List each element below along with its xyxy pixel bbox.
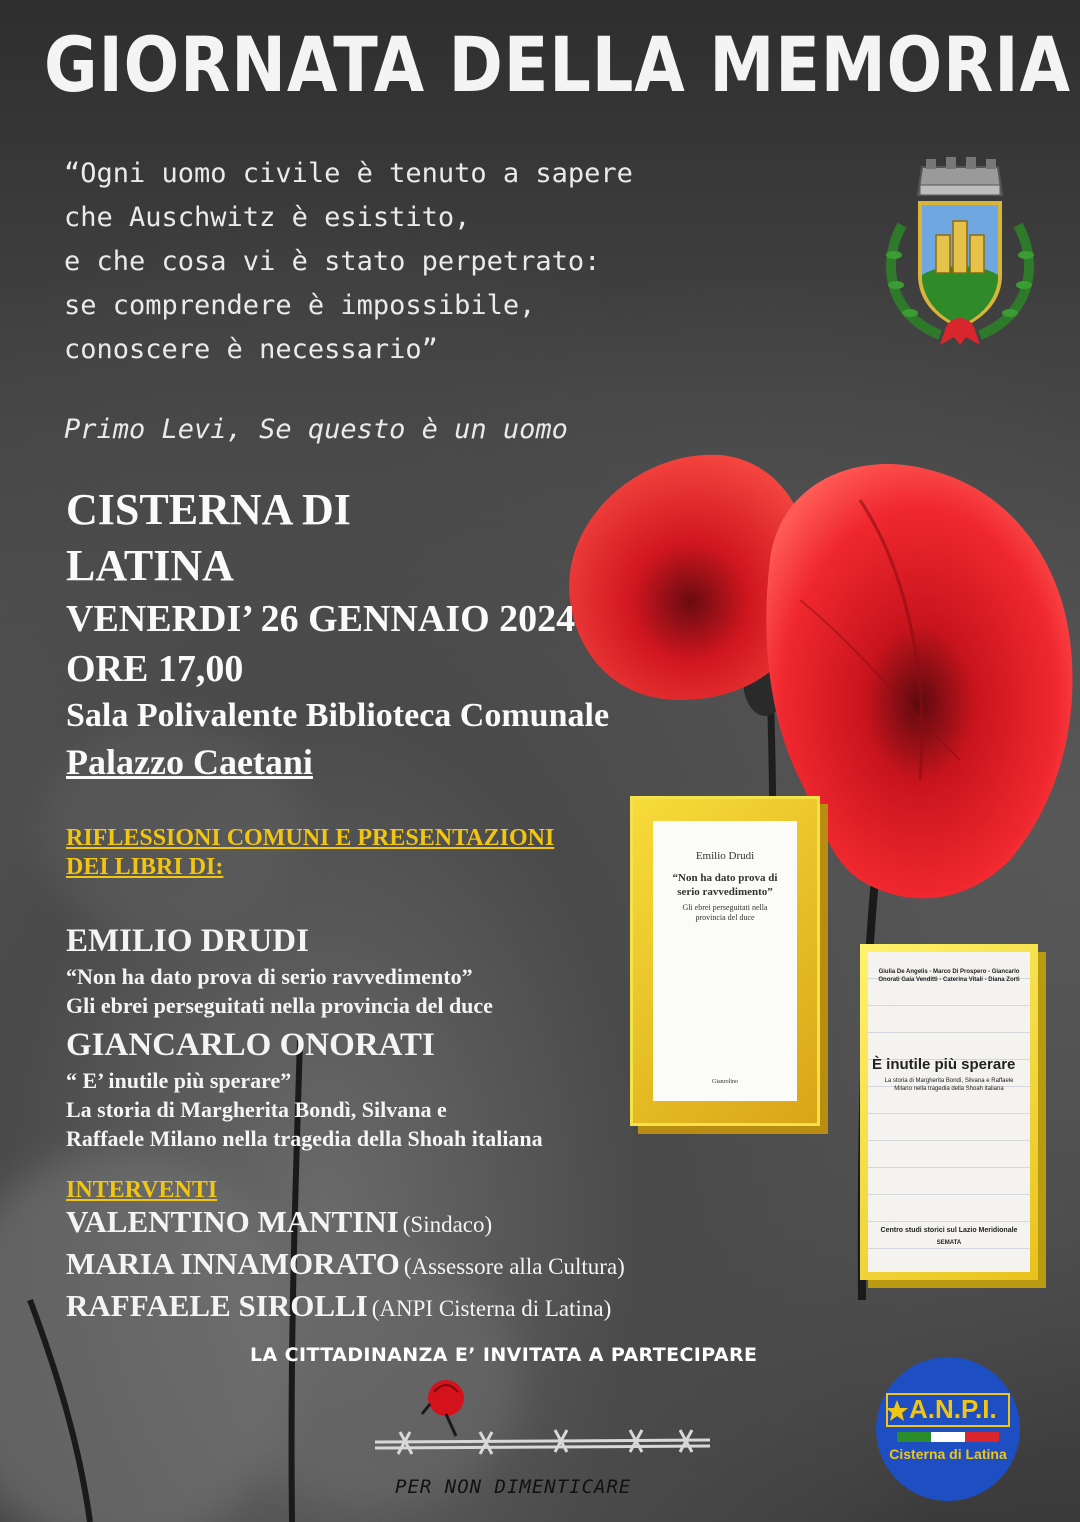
book-cover-subtitle: La storia di Margherita Bondì, Silvana e Raffaele Milano nella tragedia della Shoah italiana — [884, 1078, 1014, 1092]
book-cover-subtitle: Gli ebrei perseguitati nella provincia del duce — [682, 903, 768, 922]
books-heading-line1: RIFLESSIONI COMUNI E PRESENTAZIONI — [66, 825, 555, 851]
event-building: Palazzo Caetani — [66, 742, 313, 782]
speaker-role: (Assessore alla Cultura) — [403, 1254, 625, 1279]
speakers-list — [66, 1204, 625, 1330]
book-cover-page — [868, 952, 1030, 1272]
authors-list — [66, 920, 543, 1153]
anpi-logo-subtext: Cisterna di Latina — [889, 1446, 1007, 1462]
city-crest-icon — [880, 155, 1040, 350]
book-cover-publisher: SEMATA — [936, 1240, 962, 1246]
book-subtitle-line: Gli ebrei perseguitati nella provincia del duce — [66, 993, 493, 1018]
rose-icon — [422, 1380, 464, 1436]
author-name: GIANCARLO ONORATI — [66, 1027, 435, 1063]
quote-line: se comprendere è impossibile, — [64, 290, 536, 321]
quote-line: conoscere è necessario” — [64, 334, 438, 365]
speaker-row — [66, 1204, 625, 1246]
book-title-line: “Non ha dato prova di serio ravvedimento” — [66, 964, 473, 989]
book-cover-drudi — [630, 796, 820, 1126]
speaker-name: MARIA INNAMORATO — [66, 1246, 400, 1281]
books-heading-line2: DEI LIBRI DI: — [66, 854, 224, 880]
quote-author: Primo Levi, Se questo è un uomo — [64, 414, 568, 445]
speaker-row — [66, 1246, 625, 1288]
book-cover-authors: Giulia De Angelis - Marco Di Prospero - Giancarlo Onorati Gaia Vendittì - Caterina Vitali - Diana Zortì — [878, 969, 1020, 983]
book-cover-onorati — [860, 944, 1038, 1280]
anpi-badge-icon — [873, 1354, 1023, 1504]
anpi-logo-text: A.N.P.I. — [909, 1394, 997, 1424]
speaker-name: RAFFAELE SIROLLI — [66, 1288, 368, 1323]
book-cover-footer: Centro studi storici sul Lazio Meridionale — [880, 1227, 1018, 1234]
interventions-heading: INTERVENTI — [66, 1177, 218, 1203]
event-time: ORE 17,00 — [66, 648, 244, 690]
book-subtitle-line: La storia di Margherita Bondì, Silvana e — [66, 1097, 447, 1122]
event-city-line2: LATINA — [66, 541, 234, 590]
author-name: EMILIO DRUDI — [66, 923, 309, 959]
quote-line: “Ogni uomo civile è tenuto a sapere — [64, 158, 633, 189]
quote-block — [64, 152, 633, 372]
speaker-role: (ANPI Cisterna di Latina) — [371, 1296, 612, 1321]
book-cover-author: Emilio Drudi — [695, 850, 755, 862]
event-venue: Sala Polivalente Biblioteca Comunale — [66, 697, 610, 734]
stem-4 — [30, 1300, 90, 1522]
motto-text: PER NON DIMENTICARE — [395, 1476, 632, 1498]
book-cover-title: “Non ha dato prova di serio ravvedimento” — [672, 872, 778, 898]
speaker-role: (Sindaco) — [402, 1212, 493, 1237]
book-title-line: “ E’ inutile più sperare” — [66, 1068, 292, 1093]
speaker-name: VALENTINO MANTINI — [66, 1204, 399, 1239]
event-city-line1: CISTERNA DI — [66, 485, 351, 534]
barbed-wire — [375, 1430, 710, 1454]
books-heading — [66, 824, 554, 882]
quote-line: e che cosa vi è stato perpetrato: — [64, 246, 601, 277]
book-cover-publisher: Gianrolino — [712, 1079, 738, 1085]
event-details — [66, 482, 609, 786]
page-title: GIORNATA DELLA MEMORIA — [44, 20, 1071, 109]
book-cover-title: È inutile più sperare — [872, 1056, 1016, 1073]
event-date: VENERDI’ 26 GENNAIO 2024 — [66, 598, 576, 640]
book-cover-page — [653, 821, 797, 1101]
invitation-text: LA CITTADINANZA E’ INVITATA A PARTECIPARE — [250, 1344, 758, 1366]
speaker-row — [66, 1288, 625, 1330]
anpi-logo — [873, 1354, 1023, 1504]
quote-line: che Auschwitz è esistito, — [64, 202, 471, 233]
book-subtitle-line: Raffaele Milano nella tragedia della Shoah italiana — [66, 1126, 543, 1151]
